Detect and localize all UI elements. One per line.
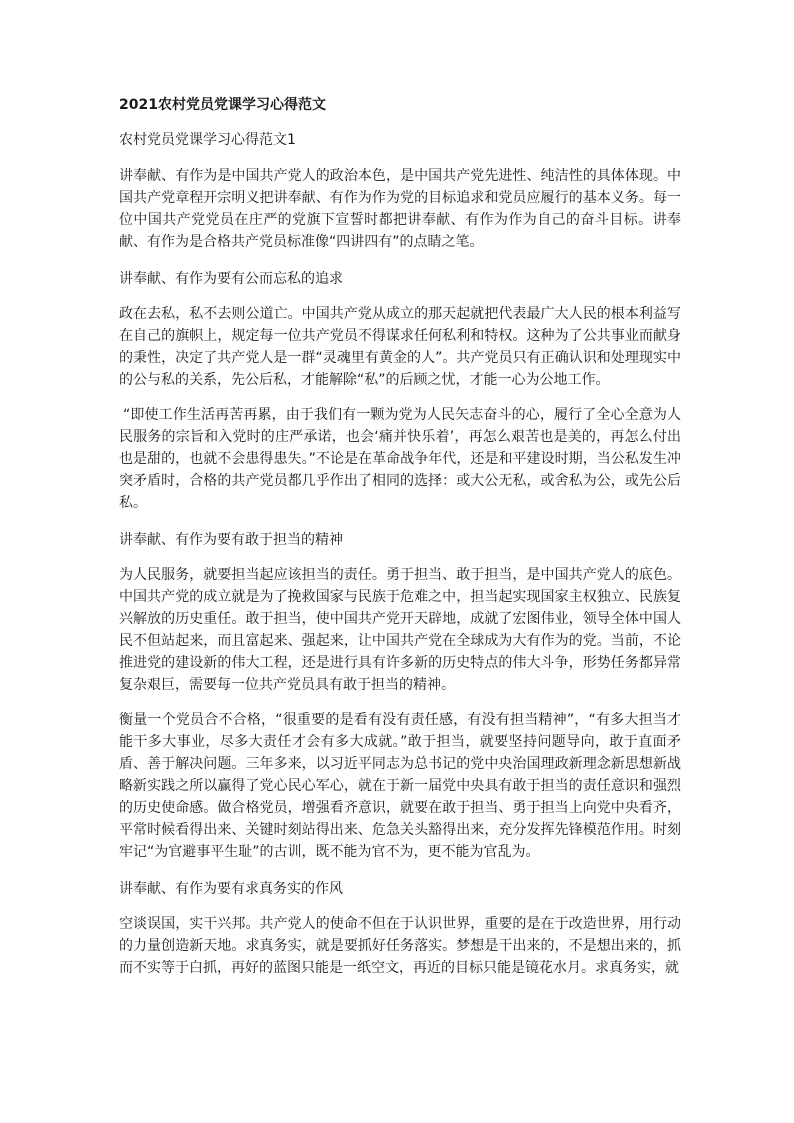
section-heading-pragmatic: 讲奉献、有作为要有求真务实的作风 bbox=[119, 881, 343, 897]
section-heading-selfless: 讲奉献、有作为要有公而忘私的追求 bbox=[119, 271, 343, 287]
paragraph-measure: 衡量一个党员合不合格，“很重要的是看有没有责任感，有没有担当精神”，“有多大担当才能干多大事业，尽多大责任才会有多大成就。”敢于担当，就要坚持问题导向，敢于直面矛盾、善于解决问题。三年多来，以习近平同志为总书记的党中央治国理政新理念新思想新战略新实践之所以赢得了党心民心军心，就在于新一届党中央具有敢于担当的责任意识和强烈的历史使命感。做合格党员，增强看齐意识，就要在敢于担当、勇于担当上向党中央看齐，平常时候看得出来、关键时刻站得出来、危急关头豁得出来，充分发挥先锋模范作用。时刻牢记“为官避事平生耻”的古训，既不能为官不为，更不能为官乱为。 bbox=[119, 712, 681, 860]
paragraph-pragmatic: 空谈误国，实干兴邦。共产党人的使命不但在于认识世界，重要的是在于改造世界，用行动的力量创造新天地。求真务实，就是要抓好任务落实。梦想是干出来的，不是想出来的，抓而不实等于白抓，再好的蓝图只能是一纸空文，再近的目标只能是镜花水月。求真务实，就 bbox=[119, 916, 681, 976]
document-body bbox=[119, 93, 681, 979]
document-title: 2021农村党员党课学习心得范文 bbox=[119, 97, 326, 113]
paragraph-selfless: 政在去私，私不去则公道亡。中国共产党从成立的那天起就把代表最广大人民的根本利益写在自己的旗帜上，规定每一位共产党员不得谋求任何私利和特权。这种为了公共事业而献身的秉性，决定了共产党人是一群“灵魂里有黄金的人”。共产党员只有正确认识和处理现实中的公与私的关系，先公后私，才能解除“私”的后顾之忧，才能一心为公地工作。 bbox=[119, 306, 681, 388]
paragraph-intro: 讲奉献、有作为是中国共产党人的政治本色，是中国共产党先进性、纯洁性的具体体现。中国共产党章程开宗明义把讲奉献、有作为作为党的目标追求和党员应履行的基本义务。每一位中国共产党党员在庄严的党旗下宣誓时都把讲奉献、有作为作为自己的奋斗目标。讲奉献、有作为是合格共产党员标准像“四讲四有”的点睛之笔。 bbox=[119, 168, 681, 250]
paragraph-responsibility: 为人民服务，就要担当起应该担当的责任。勇于担当、敢于担当，是中国共产党人的底色。中国共产党的成立就是为了挽救国家与民族于危难之中，担当起实现国家主权独立、民族复兴解放的历史重任。敢于担当，使中国共产党开天辟地，成就了宏图伟业，领导全体中国人民不但站起来，而且富起来、强起来，让中国共产党在全球成为大有作为的党。当前，不论推进党的建设新的伟大工程，还是进行具有许多新的历史特点的伟大斗争，形势任务都异常复杂艰巨，需要每一位共产党员具有敢于担当的精神。 bbox=[119, 567, 681, 693]
section-heading-responsibility: 讲奉献、有作为要有敢于担当的精神 bbox=[119, 532, 343, 548]
document-subtitle: 农村党员党课学习心得范文1 bbox=[119, 132, 296, 148]
paragraph-quote: “即使工作生活再苦再累，由于我们有一颗为党为人民矢志奋斗的心，履行了全心全意为人民服务的宗旨和入党时的庄严承诺，也会‘痛并快乐着’，再怎么艰苦也是美的，再怎么付出也是甜的，也就不会患得患失。”不论是在革命战争年代，还是和平建设时期，当公私发生冲突矛盾时，合格的共产党员都几乎作出了相同的选择：或大公无私，或舍私为公，或先公后私。 bbox=[119, 407, 681, 511]
